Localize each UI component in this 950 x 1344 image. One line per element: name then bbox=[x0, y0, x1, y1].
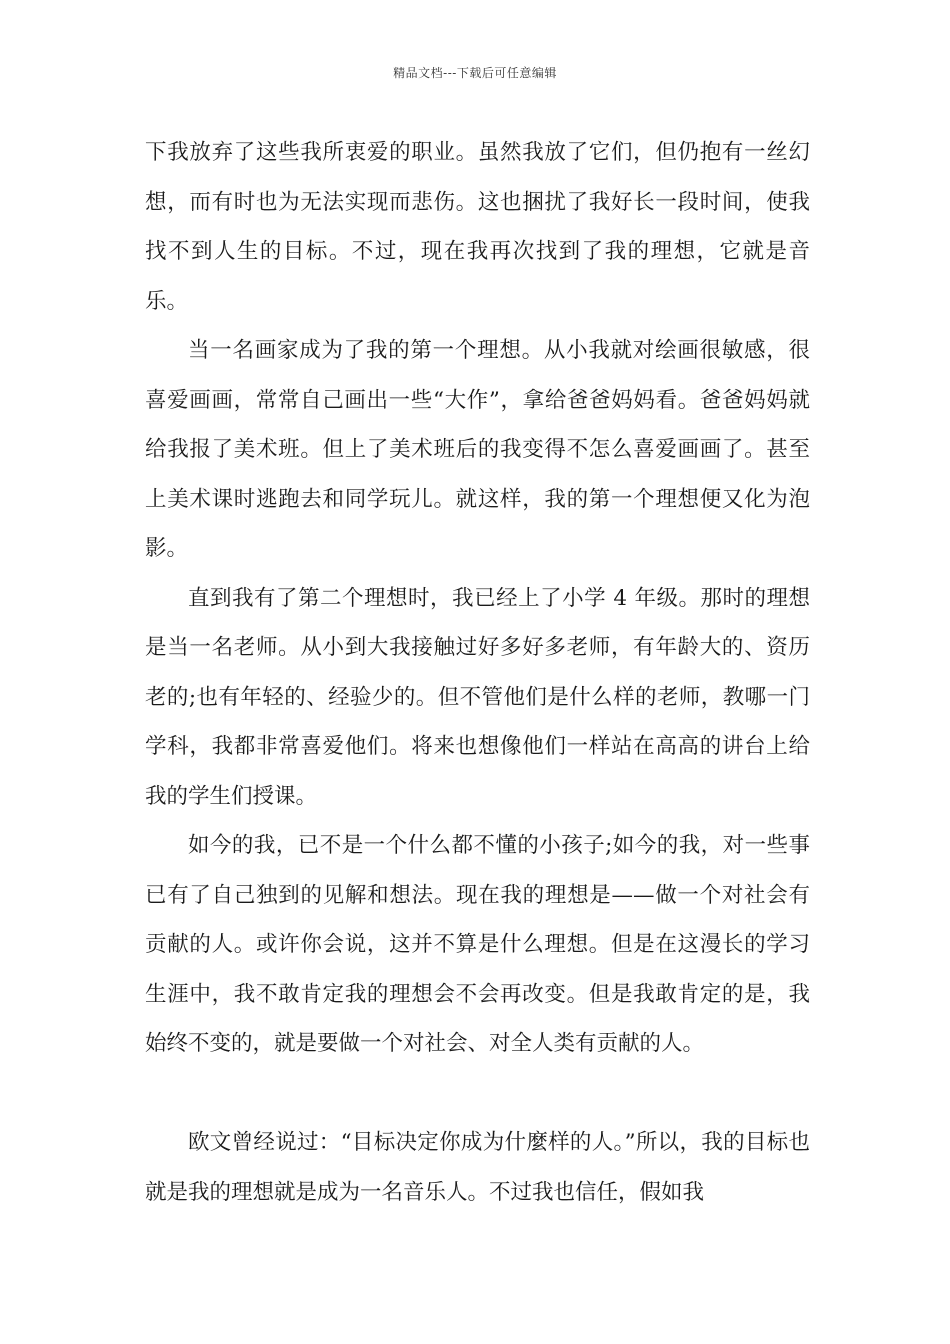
paragraph-4: 如今的我，已不是一个什么都不懂的小孩子;如今的我，对一些事已有了自己独到的见解和想法。现在我的理想是——做一个对社会有贡献的人。或许你会说，这并不算是什么理想。但是在这漫长的学习生涯中，我不敢肯定我的理想会不会再改变。但是我敢肯定的是，我始终不变的，就是要做一个对社会、对全人类有贡献的人。 bbox=[145, 833, 810, 1056]
paragraph-2: 当一名画家成为了我的第一个理想。从小我就对绘画很敏感，很喜爱画画，常常自己画出一些“大作”，拿给爸爸妈妈看。爸爸妈妈就给我报了美术班。但上了美术班后的我变得不怎么喜爱画画了。甚至上美术课时逃跑去和同学玩儿。就这样，我的第一个理想便又化为泡影。 bbox=[145, 338, 810, 561]
paragraph-1: 下我放弃了这些我所衷爱的职业。虽然我放了它们，但仍抱有一丝幻想，而有时也为无法实现而悲伤。这也捆扰了我好长一段时间，使我找不到人生的目标。不过，现在我再次找到了我的理想，它就是音乐。 bbox=[145, 140, 810, 314]
paragraph-3: 直到我有了第二个理想时，我已经上了小学 4 年级。那时的理想是当一名老师。从小到大我接触过好多好多老师，有年龄大的、资历老的;也有年轻的、经验少的。但不管他们是什么样的老师，教哪一门学科，我都非常喜爱他们。将来也想像他们一样站在高高的讲台上给我的学生们授课。 bbox=[145, 585, 810, 809]
page-header: 精品文档---下载后可任意编辑 bbox=[393, 66, 557, 80]
document-body bbox=[145, 128, 810, 1217]
paragraph-gap bbox=[145, 1069, 810, 1119]
paragraph-5: 欧文曾经说过：“目标决定你成为什麼样的人。”所以，我的目标也就是我的理想就是成为一名音乐人。不过我也信任，假如我 bbox=[145, 1130, 810, 1205]
